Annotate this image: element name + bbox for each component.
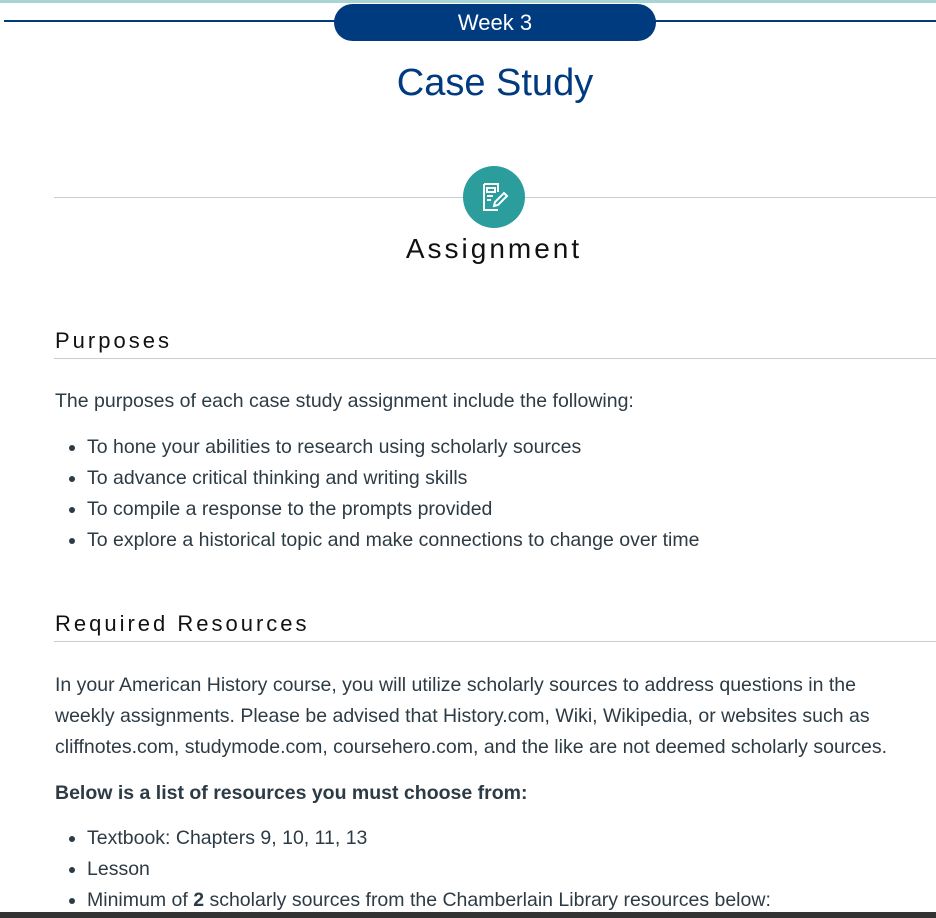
- purposes-intro: The purposes of each case study assignment include the following:: [55, 390, 634, 412]
- week-banner-line-right: [652, 20, 936, 22]
- purposes-list: [55, 432, 699, 556]
- assignment-edit-icon: [463, 166, 525, 228]
- list-item: • To explore a historical topic and make connections to change over time: [87, 525, 699, 556]
- page-title: Case Study: [396, 62, 594, 104]
- resources-list: [55, 823, 771, 916]
- assignment-heading: Assignment: [405, 233, 583, 264]
- min-suffix: scholarly sources from the Chamberlain Library resources below:: [204, 889, 771, 911]
- resources-rule: [54, 641, 936, 642]
- resources-list-intro: Below is a list of resources you must choose from:: [55, 782, 528, 804]
- min-prefix: Minimum of: [87, 889, 194, 911]
- resources-intro: [55, 670, 887, 763]
- top-strip: [0, 0, 936, 3]
- list-item: • To compile a response to the prompts provided: [87, 494, 699, 525]
- list-item: • To advance critical thinking and writing skills: [87, 463, 699, 494]
- list-item: • Textbook: Chapters 9, 10, 11, 13: [87, 823, 771, 854]
- list-item: • To hone your abilities to research using scholarly sources: [87, 432, 699, 463]
- purposes-rule: [54, 358, 936, 359]
- resources-intro-line: weekly assignments. Please be advised that History.com, Wiki, Wikipedia, or websites such as: [55, 705, 870, 727]
- week-banner-line-left: [4, 20, 338, 22]
- resources-heading: Required Resources: [55, 611, 310, 636]
- min-count: 2: [193, 889, 205, 911]
- purposes-heading: Purposes: [55, 328, 172, 353]
- week-badge: Week 3: [334, 4, 656, 41]
- resources-intro-line: cliffnotes.com, studymode.com, coursehero.com, and the like are not deemed scholarly sources.: [55, 736, 888, 758]
- list-item: • Lesson: [87, 854, 771, 885]
- bottom-bar: [0, 912, 936, 918]
- resources-intro-line: In your American History course, you will utilize scholarly sources to address questions in the: [55, 674, 856, 696]
